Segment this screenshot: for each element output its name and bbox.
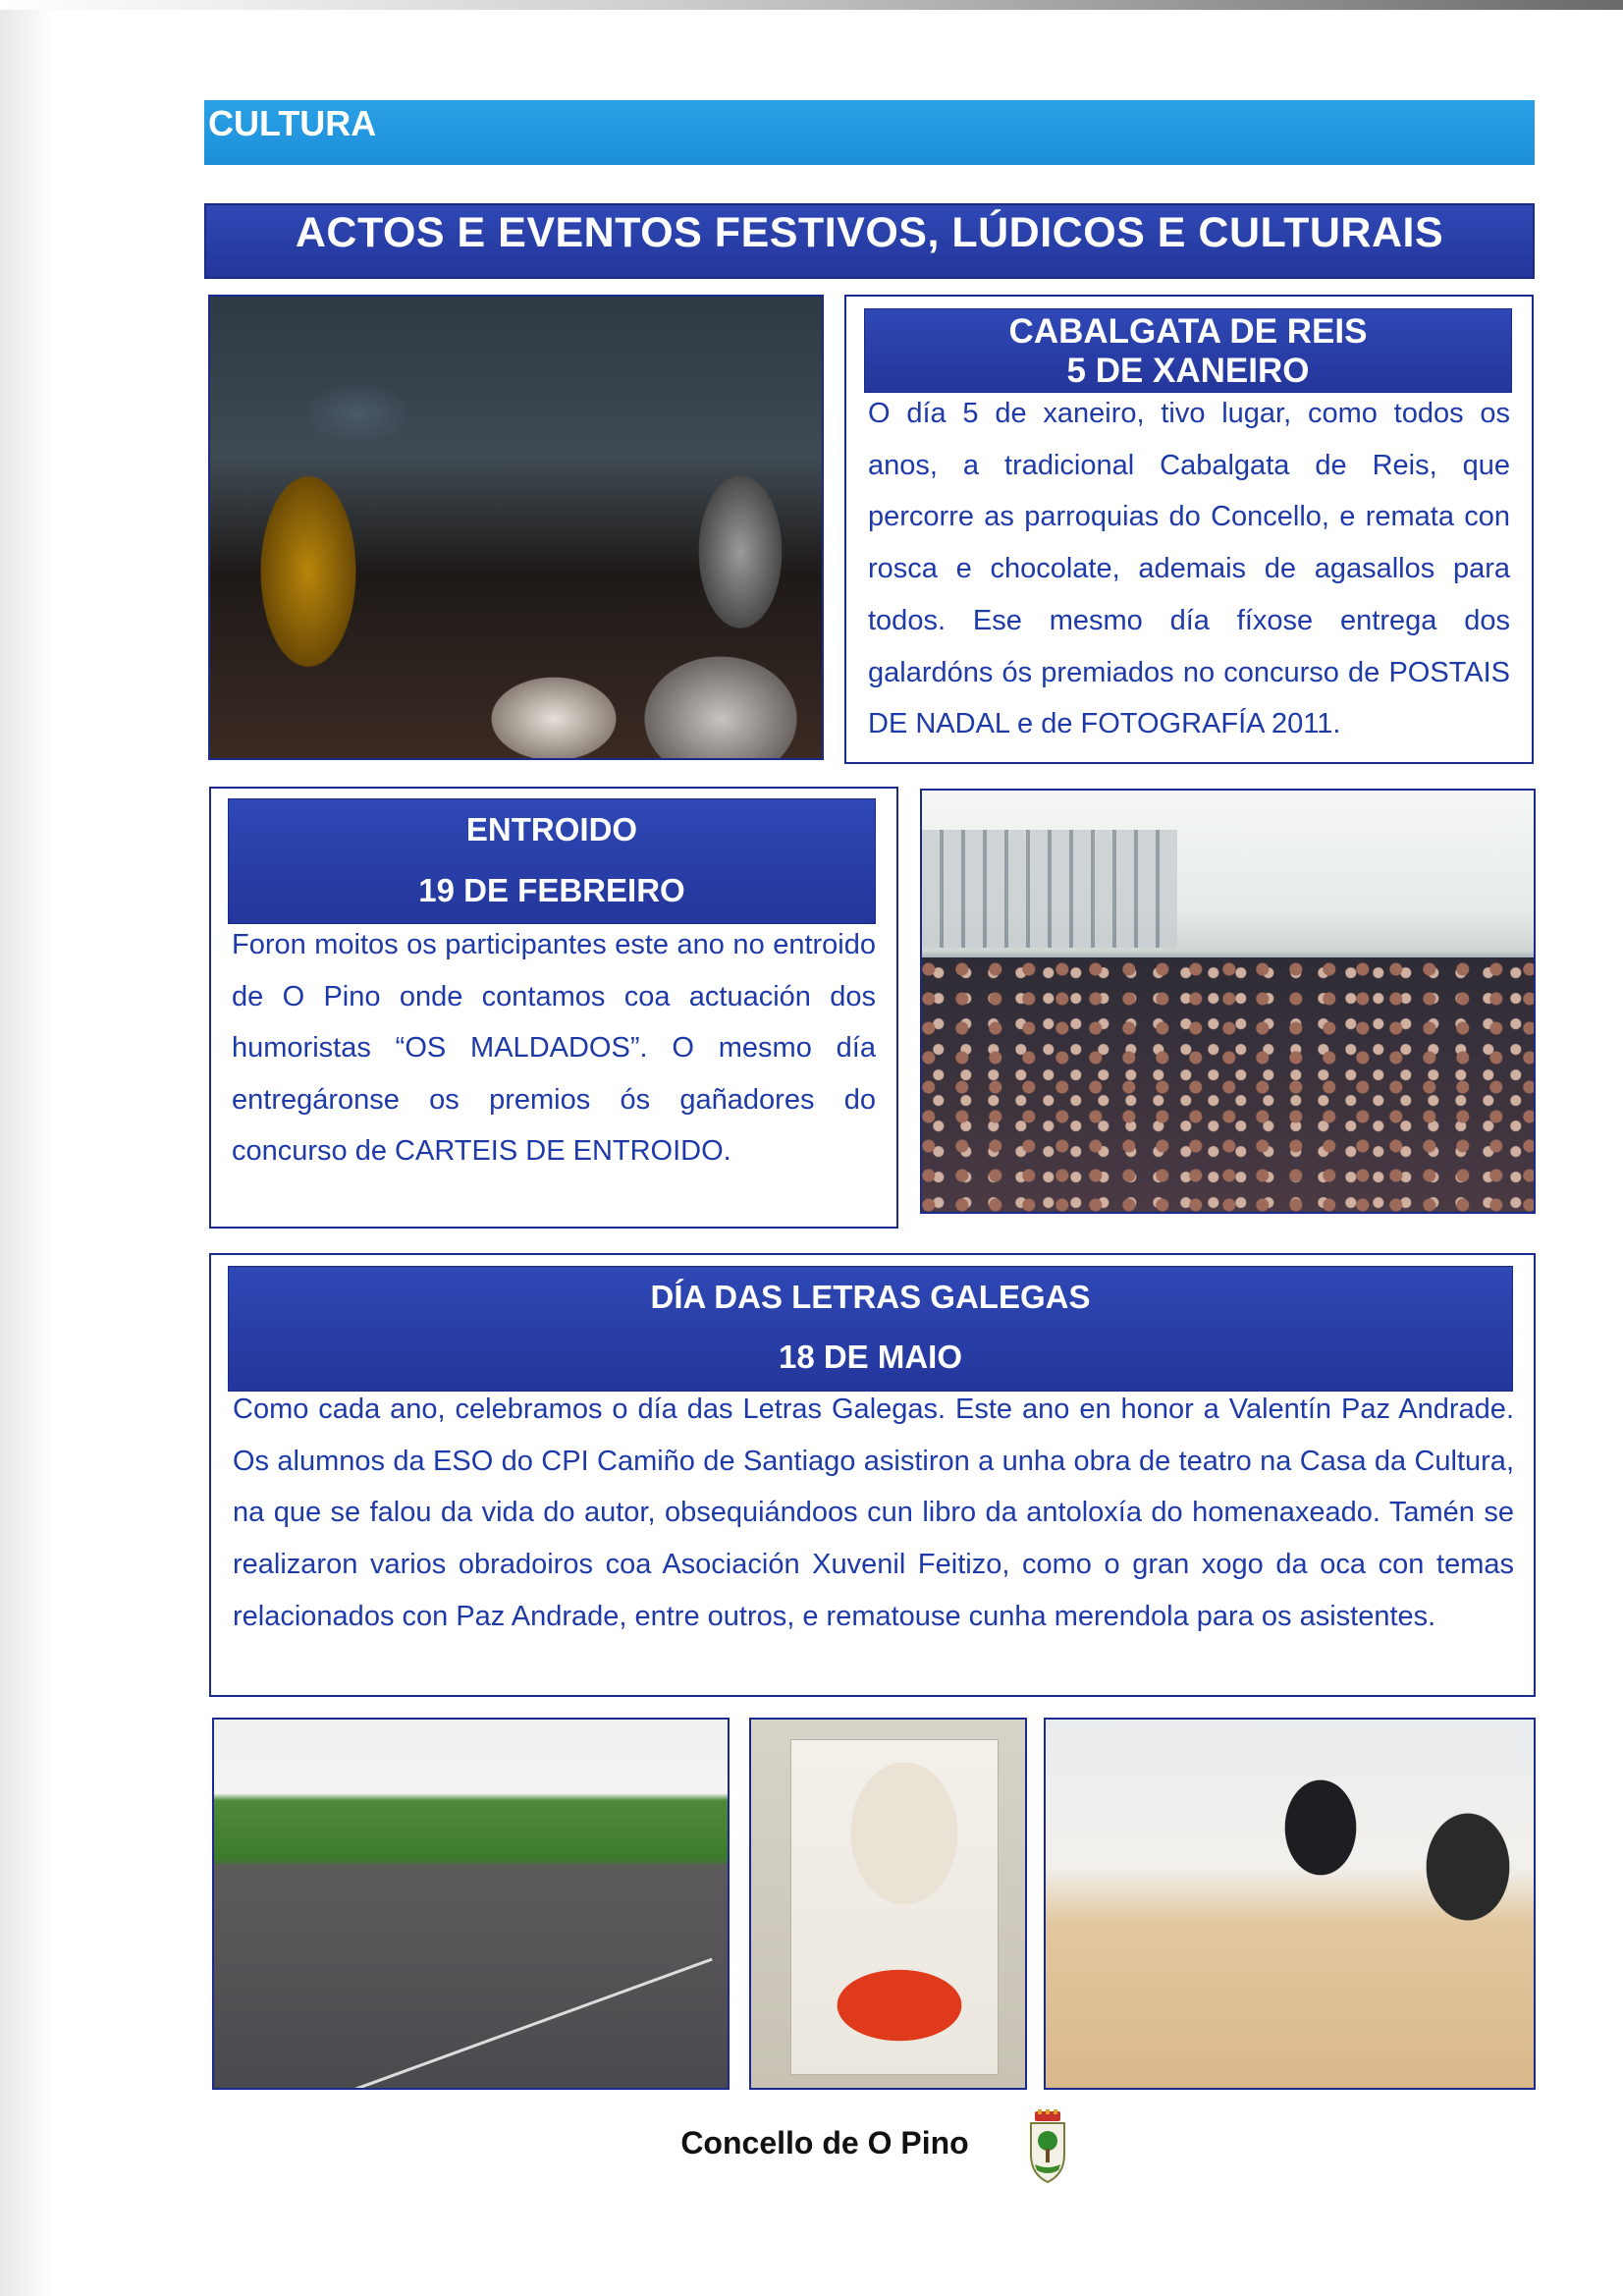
entroido-title: ENTROIDO — [465, 811, 638, 847]
teatro-photo — [212, 1718, 730, 2090]
cabalgata-reis-text: O día 5 de xaneiro, tivo lugar, como todos os anos, a tradicional Cabalgata de Reis, que percorre as parroquias do Concello, e remata con rosca e chocolate, ademais de agasallos para todos. Ese mesmo día fíxose entrega dos galardóns ós premiados no concurso de POSTAIS DE NADAL e de FOTOGRAFÍA 2011. — [868, 398, 1510, 740]
obradoiro-photo — [1044, 1718, 1536, 2090]
cabalgata-reis-box — [844, 295, 1534, 764]
section-label: CULTURA — [208, 103, 377, 143]
entroido-heading — [228, 798, 876, 924]
section-header-bar — [204, 100, 1535, 165]
cabalgata-reis-title: CABALGATA DE REIS — [1008, 312, 1368, 351]
page-top-shadow — [0, 0, 1623, 10]
letras-poster-photo — [749, 1718, 1027, 2090]
page-title: ACTOS E EVENTOS FESTIVOS, LÚDICOS E CULTURAIS — [204, 203, 1535, 279]
footer-label: Concello de O Pino — [680, 2125, 969, 2160]
coat-of-arms-icon — [1027, 2109, 1068, 2184]
entroido-date: 19 DE FEBREIRO — [418, 872, 685, 908]
letras-galegas-title: DÍA DAS LETRAS GALEGAS — [650, 1279, 1091, 1315]
page-edge-shadow — [0, 0, 54, 2296]
entroido-box — [209, 787, 898, 1229]
entroido-text: Foron moitos os participantes este ano no entroido de O Pino onde contamos coa actuación dos humoristas “OS MALDADOS”. O mesmo día entregáronse os premios ós gañadores do concurso de CARTEIS DE ENTROIDO. — [232, 929, 876, 1167]
cabalgata-reis-date: 5 DE XANEIRO — [1066, 352, 1310, 390]
letras-galegas-box — [209, 1253, 1536, 1697]
cabalgata-reis-heading — [864, 308, 1512, 393]
letras-galegas-text: Como cada ano, celebramos o día das Letras Galegas. Este ano en honor a Valentín Paz Andrade. Os alumnos da ESO do CPI Camiño de Santiago asistiron a unha obra de teatro na Casa da Cultura, na que se falou da vida do autor, obsequiándoos cun libro da antoloxía do homenaxeado. Tamén se realizaron varios obradoiros coa Asociación Xuvenil Feitizo, como o gran xogo da oca con temas relacionados con Paz Andrade, entre outros, e rematouse cunha merendola para os asistentes. — [233, 1394, 1514, 1632]
entroido-crowd-photo — [920, 789, 1536, 1214]
letras-galegas-heading — [228, 1266, 1513, 1392]
letras-galegas-date: 18 DE MAIO — [778, 1339, 963, 1375]
cabalgata-reis-photo — [208, 295, 824, 760]
